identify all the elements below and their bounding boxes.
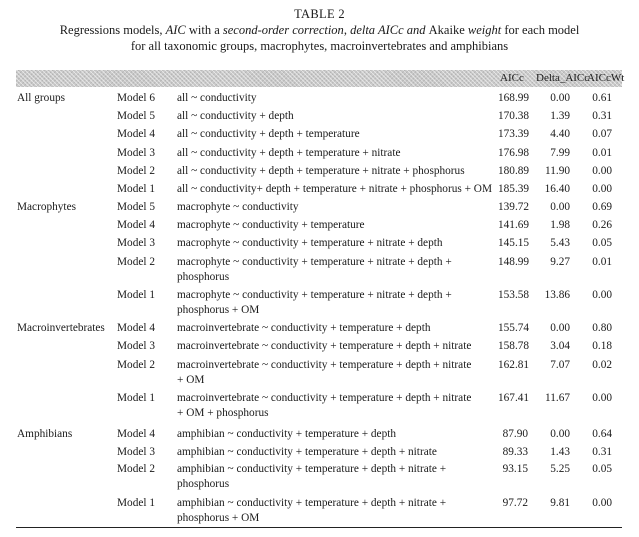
model-formula: macrophyte ~ conductivity + temperature + nitrate + depth + phosphorus bbox=[177, 256, 452, 283]
table-header-band bbox=[16, 70, 625, 87]
model-label: Model 2 bbox=[117, 359, 155, 371]
caption-weight: weight bbox=[467, 23, 502, 37]
delta-aicc-value: 3.04 bbox=[550, 340, 570, 352]
aicc-value: 145.15 bbox=[498, 237, 530, 249]
group-label: Macrophytes bbox=[17, 201, 76, 213]
delta-aicc-value: 11.67 bbox=[545, 392, 570, 404]
aicc-value: 89.33 bbox=[502, 446, 528, 458]
model-formula: all ~ conductivity bbox=[177, 92, 257, 104]
aiccwt-value: 0.64 bbox=[592, 428, 612, 440]
delta-aicc-value: 0.00 bbox=[550, 428, 570, 440]
delta-aicc-value: 1.98 bbox=[550, 219, 570, 231]
aiccwt-value: 0.69 bbox=[592, 201, 612, 213]
aiccwt-value: 0.61 bbox=[592, 92, 612, 104]
aiccwt-value: 0.00 bbox=[592, 183, 612, 195]
model-formula: macroinvertebrate ~ conductivity + temperature + depth + nitrate + OM bbox=[177, 359, 472, 386]
caption-line-1 bbox=[0, 22, 639, 38]
aiccwt-value: 0.02 bbox=[592, 359, 612, 371]
delta-aicc-value: 5.43 bbox=[550, 237, 570, 249]
delta-aicc-value: 9.81 bbox=[550, 497, 570, 509]
group-label: Amphibians bbox=[17, 428, 73, 440]
aicc-value: 162.81 bbox=[498, 359, 530, 371]
aiccwt-value: 0.80 bbox=[592, 322, 612, 334]
aicc-value: 153.58 bbox=[498, 289, 530, 301]
column-header-aicc: AICc bbox=[500, 72, 524, 84]
model-formula: macrophyte ~ conductivity + temperature + nitrate + depth + phosphorus + OM bbox=[177, 289, 452, 316]
model-label: Model 2 bbox=[117, 463, 155, 475]
aicc-value: 158.78 bbox=[498, 340, 530, 352]
delta-aicc-value: 1.39 bbox=[550, 110, 570, 122]
table-label: TABLE 2 bbox=[294, 7, 345, 21]
model-formula: all ~ conductivity + depth + temperature + nitrate + phosphorus bbox=[177, 165, 465, 177]
model-label: Model 4 bbox=[117, 428, 155, 440]
delta-aicc-value: 5.25 bbox=[550, 463, 570, 475]
model-formula: macroinvertebrate ~ conductivity + temperature + depth bbox=[177, 322, 431, 334]
column-header-aiccwt: AICcWt bbox=[587, 72, 625, 84]
delta-aicc-value: 16.40 bbox=[544, 183, 570, 195]
aicc-value: 176.98 bbox=[498, 147, 530, 159]
delta-aicc-value: 1.43 bbox=[550, 446, 570, 458]
model-formula: all ~ conductivity+ depth + temperature + nitrate + phosphorus + OM bbox=[177, 183, 492, 195]
aicc-value: 97.72 bbox=[502, 497, 528, 509]
aiccwt-value: 0.26 bbox=[592, 219, 612, 231]
caption-and: and bbox=[403, 23, 429, 37]
aiccwt-value: 0.01 bbox=[592, 256, 612, 268]
model-label: Model 4 bbox=[117, 322, 155, 334]
delta-aicc-value: 13.86 bbox=[544, 289, 570, 301]
model-formula: macrophyte ~ conductivity bbox=[177, 201, 299, 213]
aiccwt-value: 0.00 bbox=[592, 289, 612, 301]
model-label: Model 3 bbox=[117, 340, 155, 352]
delta-aicc-value: 0.00 bbox=[550, 92, 570, 104]
delta-aicc-value: 0.00 bbox=[550, 322, 570, 334]
aicc-value: 87.90 bbox=[502, 428, 528, 440]
caption-aic: AIC bbox=[165, 23, 186, 37]
table-bottom-rule bbox=[16, 527, 622, 528]
delta-aicc-value: 11.90 bbox=[545, 165, 570, 177]
model-formula: macroinvertebrate ~ conductivity + temperature + depth + nitrate bbox=[177, 340, 472, 352]
caption-second-order: second-order correction bbox=[222, 23, 344, 37]
model-label: Model 5 bbox=[117, 110, 155, 122]
model-label: Model 4 bbox=[117, 128, 155, 140]
delta-aicc-value: 7.99 bbox=[550, 147, 570, 159]
model-label: Model 2 bbox=[117, 165, 155, 177]
column-header-delta-aicc: Delta_AICc bbox=[536, 72, 590, 84]
model-formula: macroinvertebrate ~ conductivity + temperature + depth + nitrate + OM + phosphorus bbox=[177, 392, 472, 419]
model-label: Model 1 bbox=[117, 183, 155, 195]
aicc-value: 141.69 bbox=[498, 219, 530, 231]
group-label: All groups bbox=[17, 92, 66, 104]
model-label: Model 4 bbox=[117, 219, 155, 231]
caption-text: Regressions models, bbox=[59, 23, 166, 37]
aiccwt-value: 0.01 bbox=[592, 147, 612, 159]
model-formula: amphibian ~ conductivity + temperature + depth + nitrate + phosphorus bbox=[177, 463, 447, 490]
caption-text: , bbox=[343, 23, 351, 37]
aiccwt-value: 0.31 bbox=[592, 446, 612, 458]
caption-text: for each model bbox=[501, 23, 580, 37]
model-formula: amphibian ~ conductivity + temperature + depth + nitrate + phosphorus + OM bbox=[177, 497, 447, 524]
model-label: Model 1 bbox=[117, 392, 155, 404]
model-formula: macrophyte ~ conductivity + temperature + nitrate + depth bbox=[177, 237, 443, 249]
model-formula: amphibian ~ conductivity + temperature + depth + nitrate bbox=[177, 446, 437, 458]
model-formula: macrophyte ~ conductivity + temperature bbox=[177, 219, 365, 231]
model-label: Model 5 bbox=[117, 201, 155, 213]
model-formula: all ~ conductivity + depth bbox=[177, 110, 294, 122]
aicc-value: 185.39 bbox=[498, 183, 530, 195]
model-formula: all ~ conductivity + depth + temperature + nitrate bbox=[177, 147, 401, 159]
model-label: Model 3 bbox=[117, 237, 155, 249]
aicc-value: 170.38 bbox=[498, 110, 530, 122]
delta-aicc-value: 0.00 bbox=[550, 201, 570, 213]
model-label: Model 1 bbox=[117, 497, 155, 509]
aiccwt-value: 0.00 bbox=[592, 165, 612, 177]
group-label: Macroinvertebrates bbox=[17, 322, 105, 334]
aicc-value: 139.72 bbox=[498, 201, 530, 213]
model-formula: all ~ conductivity + depth + temperature bbox=[177, 128, 360, 140]
model-label: Model 3 bbox=[117, 446, 155, 458]
delta-aicc-value: 7.07 bbox=[550, 359, 570, 371]
model-label: Model 2 bbox=[117, 256, 155, 268]
aicc-value: 155.74 bbox=[498, 322, 530, 334]
caption-akaike: Akaike bbox=[428, 23, 468, 37]
caption-delta-aicc: delta AICc bbox=[350, 23, 404, 37]
aiccwt-value: 0.31 bbox=[592, 110, 612, 122]
model-formula: amphibian ~ conductivity + temperature + depth bbox=[177, 428, 396, 440]
caption-text: with a bbox=[185, 23, 223, 37]
delta-aicc-value: 9.27 bbox=[550, 256, 570, 268]
model-label: Model 1 bbox=[117, 289, 155, 301]
aicc-value: 180.89 bbox=[498, 165, 530, 177]
aicc-value: 173.39 bbox=[498, 128, 530, 140]
table-caption bbox=[0, 6, 639, 54]
aicc-value: 168.99 bbox=[498, 92, 530, 104]
aiccwt-value: 0.05 bbox=[592, 463, 612, 475]
model-label: Model 6 bbox=[117, 92, 155, 104]
aicc-value: 167.41 bbox=[498, 392, 530, 404]
aiccwt-value: 0.18 bbox=[592, 340, 612, 352]
aicc-value: 93.15 bbox=[502, 463, 528, 475]
aiccwt-value: 0.05 bbox=[592, 237, 612, 249]
aiccwt-value: 0.00 bbox=[592, 497, 612, 509]
model-label: Model 3 bbox=[117, 147, 155, 159]
delta-aicc-value: 4.40 bbox=[550, 128, 570, 140]
aicc-value: 148.99 bbox=[498, 256, 530, 268]
aiccwt-value: 0.00 bbox=[592, 392, 612, 404]
aiccwt-value: 0.07 bbox=[592, 128, 612, 140]
caption-line-2: for all taxonomic groups, macrophytes, macroinvertebrates and amphibians bbox=[130, 39, 509, 53]
